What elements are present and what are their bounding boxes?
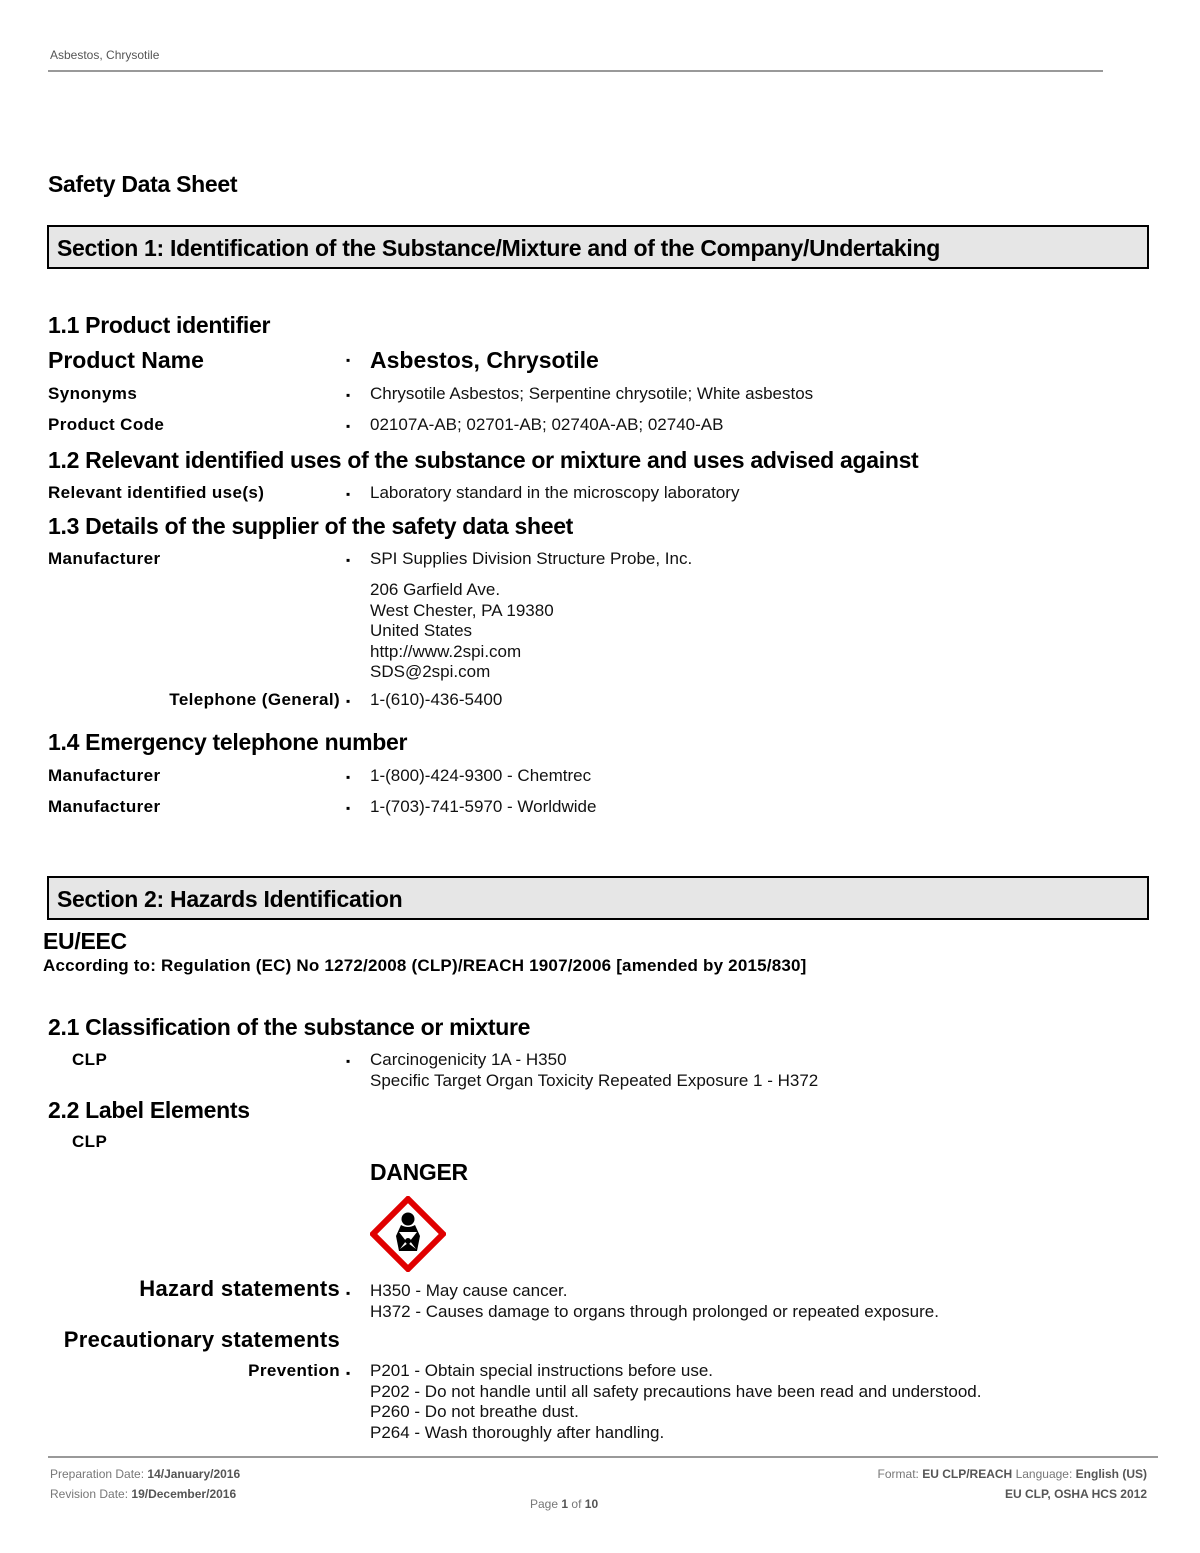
emergency-value: 1-(703)-741-5970 - Worldwide — [370, 797, 597, 816]
page-total: 10 — [584, 1497, 599, 1511]
bullet: ▪ — [346, 353, 351, 367]
synonyms-label: Synonyms — [48, 384, 138, 403]
clp-label: CLP — [72, 1050, 108, 1069]
heading-1-2: 1.2 Relevant identified uses of the substance or mixture and uses advised against — [48, 447, 919, 473]
format-language — [700, 1467, 1147, 1481]
regulations-value: EU CLP, OSHA HCS 2012 — [1004, 1487, 1147, 1501]
bullet: ▪ — [346, 487, 351, 501]
bullet: ▪ — [346, 1366, 351, 1380]
region-heading: EU/EEC — [43, 928, 127, 954]
preparation-date — [50, 1467, 240, 1481]
clp-label: CLP — [72, 1132, 108, 1151]
heading-2-1: 2.1 Classification of the substance or mixture — [48, 1014, 531, 1040]
manufacturer-label: Manufacturer — [48, 549, 161, 568]
bullet: ▪ — [346, 388, 351, 402]
bullet: ▪ — [346, 553, 351, 567]
emergency-label: Manufacturer — [48, 766, 161, 785]
classification-item: Specific Target Organ Toxicity Repeated Exposure 1 - H372 — [370, 1070, 819, 1090]
prevention-statement: P264 - Wash thoroughly after handling. — [370, 1422, 665, 1442]
document-title: Safety Data Sheet — [48, 171, 238, 197]
format-label: Format: — [877, 1467, 919, 1481]
regulation-reference: According to: Regulation (EC) No 1272/2008 (CLP)/REACH 1907/2006 [amended by 2015/830] — [43, 956, 807, 975]
bullet: ▪ — [346, 694, 351, 708]
precautionary-statements-label: Precautionary statements — [63, 1327, 340, 1352]
hazard-statement: H372 - Causes damage to organs through prolonged or repeated exposure. — [370, 1301, 939, 1321]
bullet: ▪ — [346, 419, 351, 433]
section-2-header — [47, 876, 1149, 920]
heading-2-2: 2.2 Label Elements — [48, 1097, 250, 1123]
rev-date-label: Revision Date: — [50, 1487, 129, 1501]
address-line: United States — [370, 621, 473, 640]
bullet: ▪ — [346, 801, 351, 815]
address-line: West Chester, PA 19380 — [370, 600, 554, 620]
telephone-label: Telephone (General) — [169, 690, 340, 709]
prevention-list — [370, 1361, 981, 1443]
prevention-label: Prevention — [248, 1361, 340, 1380]
page-current: 1 — [561, 1497, 569, 1511]
health-hazard-ghs08-icon — [370, 1196, 446, 1272]
running-header: Asbestos, Chrysotile — [50, 48, 160, 62]
prevention-statement: P201 - Obtain special instructions before use. — [370, 1361, 714, 1380]
revision-date — [50, 1487, 236, 1501]
heading-1-3: 1.3 Details of the supplier of the safety data sheet — [48, 513, 574, 539]
website-link[interactable]: http://www.2spi.com — [370, 641, 522, 661]
emergency-value: 1-(800)-424-9300 - Chemtrec — [370, 766, 592, 785]
language-value: English (US) — [1075, 1467, 1147, 1481]
format-value: EU CLP/REACH — [922, 1467, 1013, 1481]
address-line: 206 Garfield Ave. — [370, 580, 501, 599]
signal-word: DANGER — [370, 1159, 468, 1185]
emergency-label: Manufacturer — [48, 797, 161, 816]
section-2-title: Section 2: Hazards Identification — [57, 886, 403, 912]
classification-item: Carcinogenicity 1A - H350 — [370, 1050, 567, 1069]
bullet: ▪ — [346, 1054, 351, 1068]
page-label: Page — [530, 1497, 559, 1511]
product-name-value: Asbestos, Chrysotile — [370, 347, 599, 373]
address-block — [370, 580, 554, 683]
hazard-statements-list — [370, 1281, 939, 1322]
regulations — [700, 1487, 1147, 1501]
manufacturer-value: SPI Supplies Division Structure Probe, Inc. — [370, 549, 693, 568]
hazard-statements-label: Hazard statements — [139, 1276, 340, 1301]
heading-1-1: 1.1 Product identifier — [48, 312, 271, 338]
email-link[interactable]: SDS@2spi.com — [370, 662, 491, 681]
uses-label: Relevant identified use(s) — [48, 483, 265, 502]
heading-1-4: 1.4 Emergency telephone number — [48, 729, 408, 755]
page-number — [530, 1497, 598, 1511]
synonyms-value: Chrysotile Asbestos; Serpentine chrysotile; White asbestos — [370, 384, 814, 403]
section-1-title: Section 1: Identification of the Substance/Mixture and of the Company/Undertaking — [57, 235, 941, 261]
product-code-value: 02107A-AB; 02701-AB; 02740A-AB; 02740-AB — [370, 415, 724, 434]
uses-value: Laboratory standard in the microscopy laboratory — [370, 483, 740, 502]
hazard-statement: H350 - May cause cancer. — [370, 1281, 568, 1300]
product-code-label: Product Code — [48, 415, 165, 434]
prep-date-label: Preparation Date: — [50, 1467, 145, 1481]
language-label: Language: — [1015, 1467, 1073, 1481]
bullet: ▪ — [346, 1286, 351, 1300]
page-of: of — [571, 1497, 582, 1511]
classification-list — [370, 1050, 818, 1091]
telephone-value: 1-(610)-436-5400 — [370, 690, 503, 709]
prep-date-value: 14/January/2016 — [147, 1467, 241, 1481]
header-divider — [48, 70, 1103, 72]
section-1-header — [47, 225, 1149, 269]
bullet: ▪ — [346, 770, 351, 784]
prevention-statement: P202 - Do not handle until all safety precautions have been read and understood. — [370, 1381, 982, 1401]
prevention-statement: P260 - Do not breathe dust. — [370, 1402, 579, 1421]
rev-date-value: 19/December/2016 — [131, 1487, 237, 1501]
product-name-label: Product Name — [48, 347, 204, 373]
footer-divider — [48, 1456, 1158, 1458]
